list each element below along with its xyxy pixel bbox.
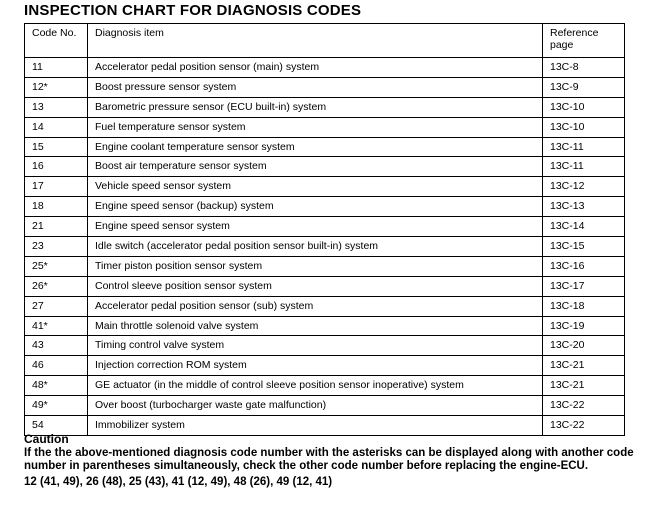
page-title: INSPECTION CHART FOR DIAGNOSIS CODES [24,2,362,19]
reference-page-cell: 13C-15 [543,237,625,257]
diagnosis-item-cell: Injection correction ROM system [88,356,543,376]
code-cell: 14 [25,117,88,137]
diagnosis-code-table [24,23,625,436]
diagnosis-item-cell: Accelerator pedal position sensor (main) system [88,58,543,78]
diagnosis-item-cell: Control sleeve position sensor system [88,276,543,296]
diagnosis-item-cell: Engine speed sensor (backup) system [88,197,543,217]
code-cell: 18 [25,197,88,217]
code-cell: 48* [25,376,88,396]
code-cell: 11 [25,58,88,78]
header-reference-page: Reference page [543,24,625,58]
header-code-no: Code No. [25,24,88,58]
reference-page-cell: 13C-20 [543,336,625,356]
caution-code-list: 12 (41, 49), 26 (48), 25 (43), 41 (12, 49), 48 (26), 49 (12, 41) [24,476,333,488]
reference-page-cell: 13C-10 [543,117,625,137]
code-cell: 12* [25,77,88,97]
table-header-row [25,24,625,58]
table-row [25,296,625,316]
reference-page-cell: 13C-14 [543,217,625,237]
reference-page-cell: 13C-13 [543,197,625,217]
diagnosis-item-cell: Accelerator pedal position sensor (sub) system [88,296,543,316]
code-cell: 26* [25,276,88,296]
code-cell: 25* [25,256,88,276]
diagnosis-item-cell: Boost air temperature sensor system [88,157,543,177]
reference-page-cell: 13C-10 [543,97,625,117]
header-diagnosis-item: Diagnosis item [88,24,543,58]
diagnosis-item-cell: Barometric pressure sensor (ECU built-in) system [88,97,543,117]
diagnosis-item-cell: Engine speed sensor system [88,217,543,237]
diagnosis-item-cell: Vehicle speed sensor system [88,177,543,197]
diagnosis-item-cell: Engine coolant temperature sensor system [88,137,543,157]
code-cell: 41* [25,316,88,336]
caution-heading: Caution [24,432,69,446]
table-row [25,137,625,157]
code-cell: 17 [25,177,88,197]
reference-page-cell: 13C-22 [543,396,625,416]
reference-page-cell: 13C-8 [543,58,625,78]
reference-page-cell: 13C-9 [543,77,625,97]
reference-page-cell: 13C-11 [543,157,625,177]
reference-page-cell: 13C-12 [543,177,625,197]
diagnosis-item-cell: Over boost (turbocharger waste gate malfunction) [88,396,543,416]
code-cell: 13 [25,97,88,117]
diagnosis-item-cell: Idle switch (accelerator pedal position sensor built-in) system [88,237,543,257]
code-cell: 27 [25,296,88,316]
diagnosis-item-cell: Main throttle solenoid valve system [88,316,543,336]
table-row [25,177,625,197]
code-cell: 54 [25,416,88,436]
code-cell: 23 [25,237,88,257]
reference-page-cell: 13C-21 [543,356,625,376]
diagnosis-item-cell: Immobilizer system [88,416,543,436]
code-cell: 15 [25,137,88,157]
table-row [25,336,625,356]
reference-page-cell: 13C-11 [543,137,625,157]
table-row [25,356,625,376]
table-row [25,316,625,336]
code-cell: 49* [25,396,88,416]
table-body [25,58,625,436]
reference-page-cell: 13C-22 [543,416,625,436]
table-row [25,396,625,416]
reference-page-cell: 13C-16 [543,256,625,276]
table-row [25,276,625,296]
table-row [25,197,625,217]
diagnosis-item-cell: Timing control valve system [88,336,543,356]
caution-note [24,433,634,489]
table-row [25,97,625,117]
table-row [25,217,625,237]
code-cell: 21 [25,217,88,237]
diagnosis-item-cell: Boost pressure sensor system [88,77,543,97]
diagnosis-item-cell: GE actuator (in the middle of control sleeve position sensor inoperative) system [88,376,543,396]
diagnosis-item-cell: Fuel temperature sensor system [88,117,543,137]
code-cell: 46 [25,356,88,376]
table-row [25,117,625,137]
reference-page-cell: 13C-21 [543,376,625,396]
reference-page-cell: 13C-17 [543,276,625,296]
code-cell: 43 [25,336,88,356]
table-row [25,77,625,97]
diagnosis-item-cell: Timer piston position sensor system [88,256,543,276]
table-row [25,58,625,78]
reference-page-cell: 13C-19 [543,316,625,336]
table-row [25,256,625,276]
reference-page-cell: 13C-18 [543,296,625,316]
table-row [25,376,625,396]
table-row [25,237,625,257]
caution-text: If the the above-mentioned diagnosis code number with the asterisks can be displayed along with another code number in parentheses simultaneously, check the other code number before replacing the engine-ECU. [24,447,634,472]
table-row [25,157,625,177]
code-cell: 16 [25,157,88,177]
